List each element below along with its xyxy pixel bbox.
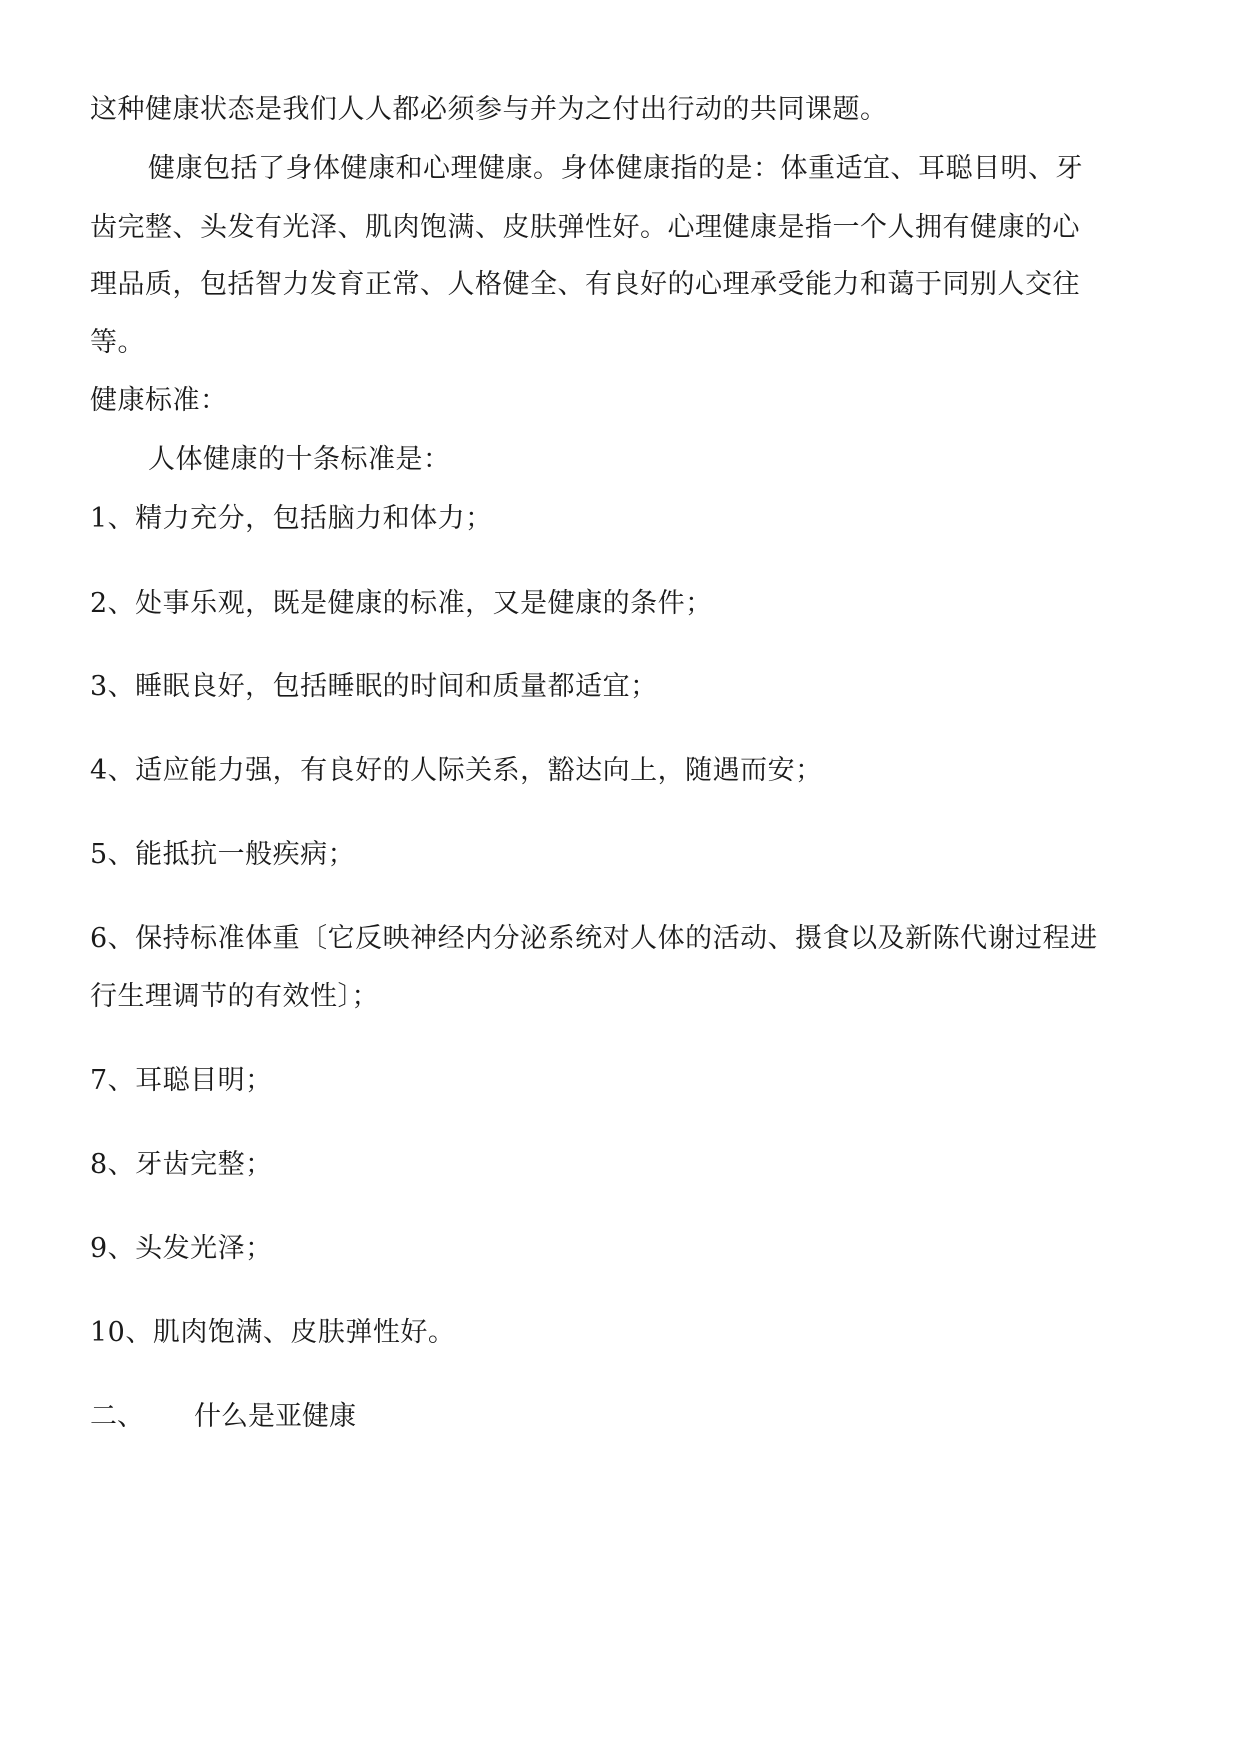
section-number: 二、 bbox=[90, 1401, 144, 1432]
standard-item-3: 3、睡眠良好，包括睡眠的时间和质量都适宜； bbox=[90, 671, 658, 702]
definition-line-3: 理品质，包括智力发育正常、人格健全、有良好的心理承受能力和蔼于同别人交往 bbox=[90, 269, 1080, 300]
definition-line-1: 健康包括了身体健康和心理健康。身体健康指的是：体重适宜、耳聪目明、牙 bbox=[148, 153, 1083, 184]
standards-heading: 健康标准： bbox=[90, 385, 228, 416]
section-title: 什么是亚健康 bbox=[194, 1401, 356, 1432]
definition-line-4: 等。 bbox=[90, 327, 145, 358]
standard-item-8: 8、牙齿完整； bbox=[90, 1149, 273, 1180]
standard-item-10: 10、肌肉饱满、皮肤弹性好。 bbox=[90, 1317, 456, 1348]
standard-item-5: 5、能抵抗一般疾病； bbox=[90, 839, 356, 870]
standards-intro: 人体健康的十条标准是： bbox=[148, 444, 451, 475]
standard-item-6-line-1: 6、保持标准体重〔它反映神经内分泌系统对人体的活动、摄食以及新陈代谢过程进 bbox=[90, 923, 1098, 954]
standard-item-6-line-2: 行生理调节的有效性〕； bbox=[90, 981, 379, 1012]
definition-line-2: 齿完整、头发有光泽、肌肉饱满、皮肤弹性好。心理健康是指一个人拥有健康的心 bbox=[90, 212, 1080, 243]
standard-item-2: 2、处事乐观，既是健康的标准，又是健康的条件； bbox=[90, 588, 713, 619]
standard-item-9: 9、头发光泽； bbox=[90, 1233, 273, 1264]
intro-line-1: 这种健康状态是我们人人都必须参与并为之付出行动的共同课题。 bbox=[90, 94, 888, 125]
standard-item-1: 1、精力充分，包括脑力和体力； bbox=[90, 503, 493, 534]
standard-item-4: 4、适应能力强，有良好的人际关系，豁达向上，随遇而安； bbox=[90, 755, 823, 786]
standard-item-7: 7、耳聪目明； bbox=[90, 1065, 273, 1096]
